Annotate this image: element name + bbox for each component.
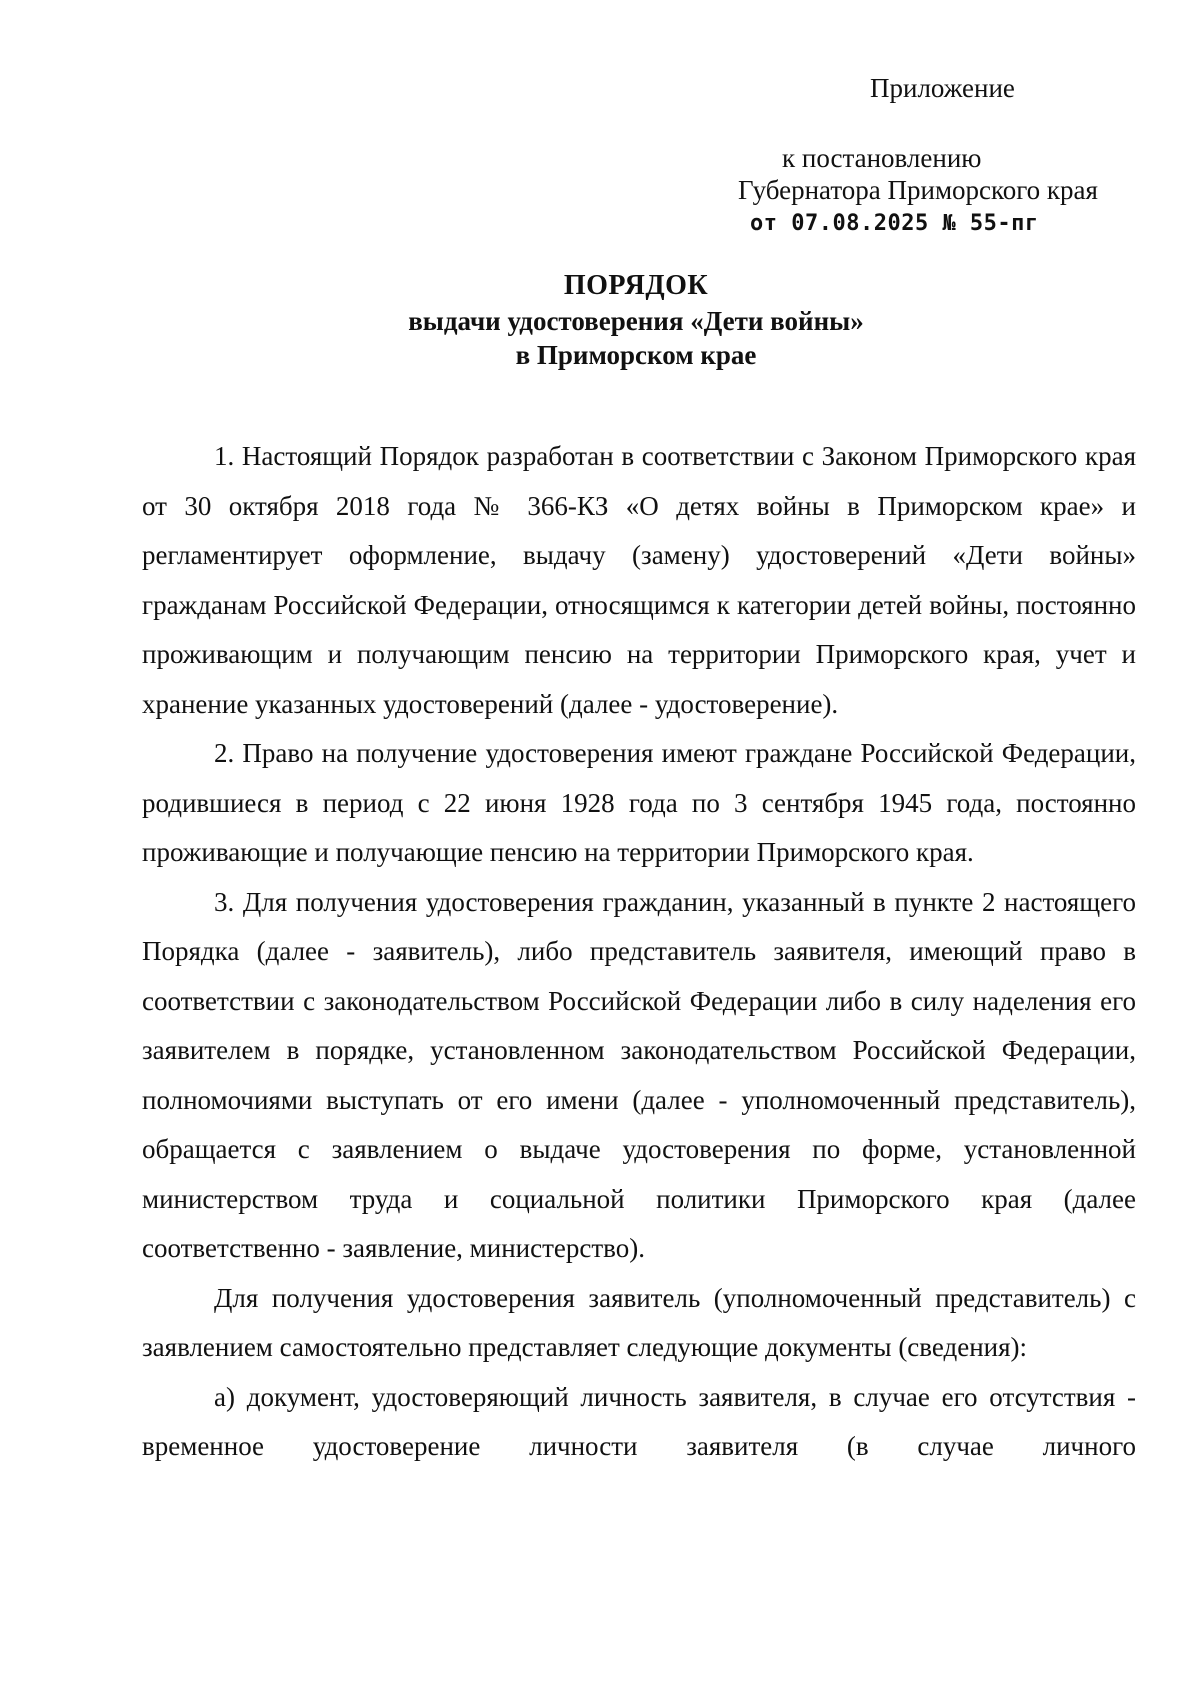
document-title (0, 268, 1200, 372)
decree-line-1: к постановлению (782, 143, 982, 173)
decree-line-2: Губернатора Приморского края (738, 175, 1098, 205)
paragraph-5: а) документ, удостоверяющий личность заявителя, в случае его отсутствия - временное удостоверение личности заявителя (в случае личного (142, 1381, 1136, 1461)
title-line-2: выдачи удостоверения «Дети войны» (408, 306, 864, 336)
paragraph-1: 1. Настоящий Порядок разработан в соответствии с Законом Приморского края от 30 октября 2018 года № 366-КЗ «О детях войны в Приморском крае» и регламентирует оформление, выдачу (замену) удостоверений «Дети войны» гражданам Российской Федерации, относящимся к категории детей войны, постоянно проживающим и получающим пенсию на территории Приморского края, учет и хранение указанных удостоверений (далее - удостоверение). (142, 441, 1136, 719)
appendix-label: Приложение (870, 73, 1015, 103)
decree-reference (738, 142, 1138, 240)
decree-date-number: от 07.08.2025 № 55-пг (750, 211, 1039, 236)
paragraph-4: Для получения удостоверения заявитель (уполномоченный представитель) с заявлением самостоятельно представляет следующие документы (сведения): (142, 1282, 1136, 1362)
document-body (142, 432, 1136, 1472)
paragraph-2: 2. Право на получение удостоверения имеют граждане Российской Федерации, родившиеся в период с 22 июня 1928 года по 3 сентября 1945 года, постоянно проживающие и получающие пенсию на территории Приморского края. (142, 738, 1136, 867)
title-main: ПОРЯДОК (563, 270, 709, 301)
paragraph-3: 3. Для получения удостоверения гражданин, указанный в пункте 2 настоящего Порядка (далее - заявитель), либо представитель заявителя, имеющий право в соответствии с законодательством Российской Федерации либо в силу наделения его заявителем в порядке, установленном законодательством Российской Федерации, полномочиями выступать от его имени (далее - уполномоченный представитель), обращается с заявлением о выдаче удостоверения по форме, установленной министерством труда и социальной политики Приморского края (далее соответственно - заявление, министерство). (142, 886, 1136, 1263)
title-line-3: в Приморском крае (515, 340, 757, 370)
